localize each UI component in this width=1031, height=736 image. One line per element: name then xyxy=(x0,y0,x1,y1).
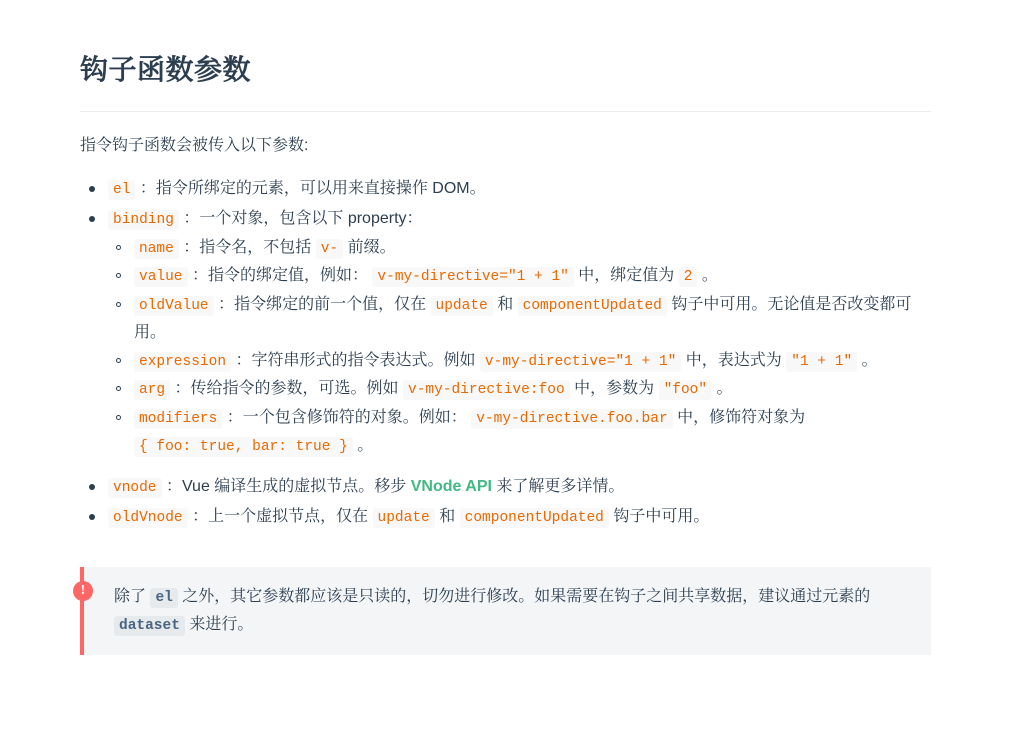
bullet-icon xyxy=(89,186,95,192)
prop-desc-value-1: 中，绑定值为 xyxy=(573,267,679,285)
prop-desc-arg-2: 。 xyxy=(712,380,733,398)
prop-name-value: value xyxy=(134,267,188,287)
prop-name-expression: expression xyxy=(134,352,231,372)
bullet-icon xyxy=(89,484,95,490)
prop-desc-value-0: ：指令的绑定值，例如： xyxy=(187,267,373,285)
list-item xyxy=(108,262,931,290)
exclamation-icon: ! xyxy=(73,581,93,601)
list-item xyxy=(108,234,931,262)
prop-desc-oldvalue-0: ：指令绑定的前一个值，仅在 xyxy=(213,295,431,313)
param-name-oldvnode: oldVnode xyxy=(108,508,188,528)
prop-desc-expression-0: ：字符串形式的指令表达式。例如 xyxy=(231,351,480,369)
prop-desc-arg-0: ：传给指令的参数，可选。例如 xyxy=(170,380,404,398)
tip-text-0: 除了 xyxy=(114,587,151,605)
inline-code-directive-expr: v-my-directive="1 + 1" xyxy=(372,267,573,287)
bullet-circle-icon xyxy=(116,386,121,391)
prop-desc-modifiers-0: ：一个包含修饰符的对象。例如： xyxy=(222,409,472,427)
param-name-vnode: vnode xyxy=(108,478,162,498)
param-desc-vnode-0: ：Vue 编译生成的虚拟节点。移步 xyxy=(161,478,411,496)
prop-desc-expression-1: 中，表达式为 xyxy=(681,351,787,369)
param-name-el: el xyxy=(108,180,135,200)
title-divider xyxy=(80,111,931,112)
binding-property-list xyxy=(108,234,931,460)
warning-callout xyxy=(80,567,931,656)
prop-name-modifiers: modifiers xyxy=(134,409,222,429)
inline-code-foo: "foo" xyxy=(659,380,713,400)
tip-code-el: el xyxy=(150,588,177,608)
prop-desc-expression-2: 。 xyxy=(857,351,878,369)
param-desc-binding: ：一个对象，包含以下 property： xyxy=(178,210,423,228)
list-item xyxy=(108,375,931,403)
bullet-circle-icon xyxy=(116,273,121,278)
param-name-binding: binding xyxy=(108,210,179,230)
prop-desc-name-1: 前缀。 xyxy=(343,238,396,256)
inline-code-directive-expr-2: v-my-directive="1 + 1" xyxy=(480,352,681,372)
param-desc-vnode-1: 来了解更多详情。 xyxy=(491,478,625,496)
param-desc-el: ：指令所绑定的元素，可以用来直接操作 DOM。 xyxy=(135,180,486,198)
inline-code-update-2: update xyxy=(373,508,435,528)
bullet-circle-icon xyxy=(116,245,121,250)
inline-code-update: update xyxy=(431,296,493,316)
inline-code-expression-string: "1 + 1" xyxy=(786,352,857,372)
list-item xyxy=(108,347,931,375)
inline-code-v-prefix: v- xyxy=(316,239,343,259)
inline-code-directive-arg: v-my-directive:foo xyxy=(403,380,570,400)
list-spacer xyxy=(80,461,931,471)
bullet-circle-icon xyxy=(116,302,121,307)
inline-code-directive-modifiers: v-my-directive.foo.bar xyxy=(471,409,672,429)
list-item xyxy=(80,175,931,203)
bullet-icon xyxy=(89,216,95,222)
inline-code-value-2: 2 xyxy=(679,267,698,287)
list-item xyxy=(80,205,931,459)
tip-code-dataset: dataset xyxy=(114,616,185,636)
inline-code-modifiers-object: { foo: true, bar: true } xyxy=(134,437,353,457)
prop-desc-oldvalue-1: 和 xyxy=(492,295,518,313)
prop-name-name: name xyxy=(134,239,179,259)
bullet-circle-icon xyxy=(116,415,121,420)
prop-desc-arg-1: 中，参数为 xyxy=(569,380,659,398)
vnode-api-link[interactable]: VNode API xyxy=(410,478,492,496)
list-item xyxy=(108,404,931,459)
intro-paragraph: 指令钩子函数会被传入以下参数: xyxy=(80,137,309,155)
param-desc-oldvnode-0: ：上一个虚拟节点，仅在 xyxy=(187,507,373,525)
param-desc-oldvnode-2: 钩子中可用。 xyxy=(608,507,710,525)
param-desc-oldvnode-1: 和 xyxy=(434,507,460,525)
prop-name-oldvalue: oldValue xyxy=(134,296,214,316)
prop-desc-modifiers-1: 中，修饰符对象为 xyxy=(672,409,806,427)
page-title: 钩子函数参数 xyxy=(80,54,252,85)
list-item xyxy=(80,473,931,501)
inline-code-componentupdated: componentUpdated xyxy=(518,296,667,316)
prop-desc-name-0: ：指令名，不包括 xyxy=(178,238,316,256)
tip-text-1: 之外，其它参数都应该是只读的，切勿进行修改。如果需要在钩子之间共享数据，建议通过元素的 xyxy=(177,587,871,605)
prop-desc-oldvalue-2: 钩子中可用。无论值是否改变都可用。 xyxy=(134,295,912,341)
list-item xyxy=(108,291,931,346)
prop-name-arg: arg xyxy=(134,380,170,400)
bullet-icon xyxy=(89,514,95,520)
prop-desc-modifiers-2: 。 xyxy=(352,436,374,454)
tip-text-2: 来进行。 xyxy=(184,615,254,633)
inline-code-componentupdated-2: componentUpdated xyxy=(460,508,609,528)
list-item xyxy=(80,503,931,531)
bullet-circle-icon xyxy=(116,358,121,363)
hook-arguments-list xyxy=(80,175,931,530)
prop-desc-value-2: 。 xyxy=(697,267,718,285)
